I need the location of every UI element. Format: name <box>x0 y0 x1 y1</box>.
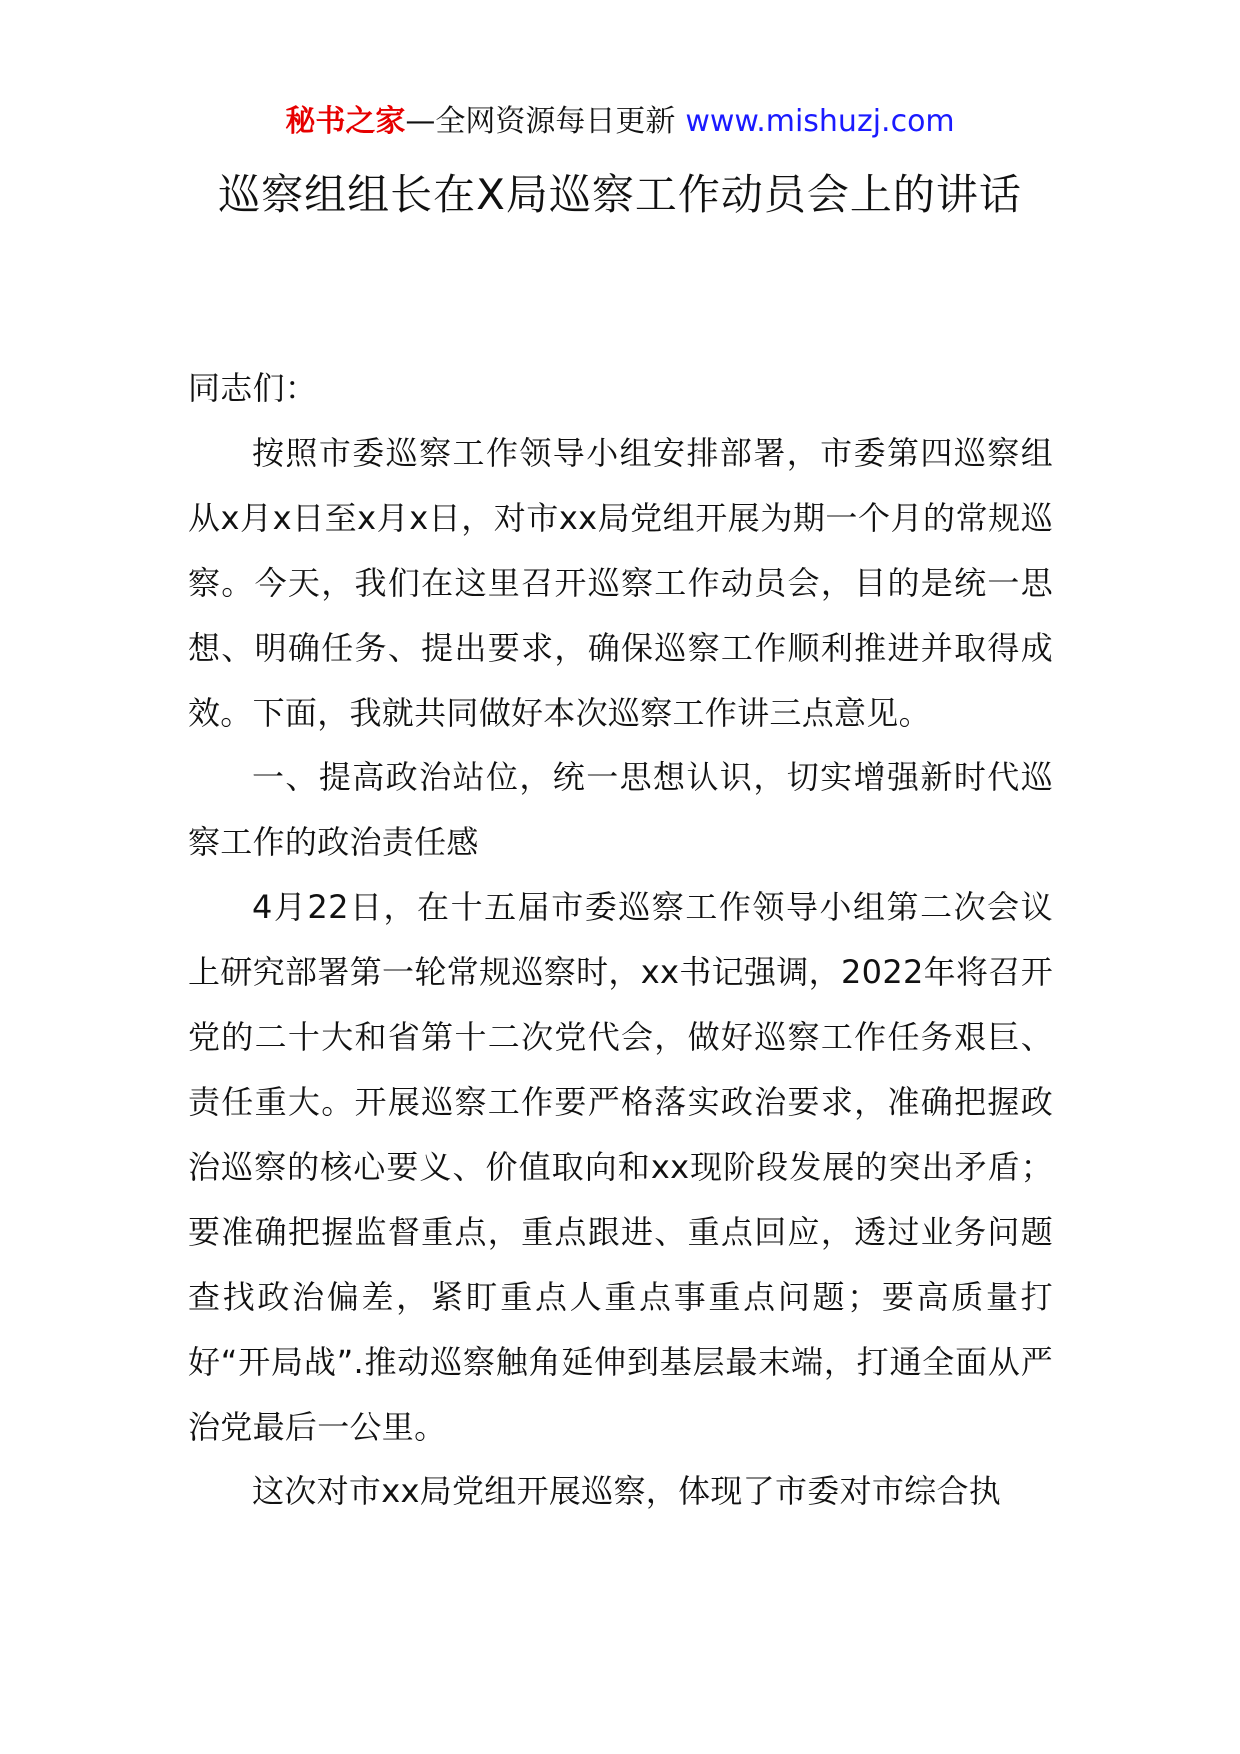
site-url-link[interactable]: www.mishuzj.com <box>685 104 955 139</box>
salutation: 同志们： <box>188 369 318 407</box>
section-heading-1: 一、提高政治站位，统一思想认识，切实增强新时代巡察工作的政治责任感 <box>188 758 1053 862</box>
paragraph-body: 4月22日，在十五届市委巡察工作领导小组第二次会议上研究部署第一轮常规巡察时，xx书记强调，2022年将召开党的二十大和省第十二次党代会，做好巡察工作任务艰巨、责任重大。开展巡察工作要严格落实政治要求，准确把握政治巡察的核心要义、价值取向和xx现阶段发展的突出矛盾；要准确把握监督重点，重点跟进、重点回应，透过业务问题查找政治偏差，紧盯重点人重点事重点问题；要高质量打好“开局战”.推动巡察触角延伸到基层最末端，打通全面从严治党最后一公里。 <box>188 888 1053 1446</box>
paragraph-continuation: 这次对市xx局党组开展巡察，体现了市委对市综合执 <box>252 1472 1002 1511</box>
document-body <box>188 356 1053 1524</box>
brand-name: 秘书之家 <box>285 104 406 139</box>
paragraph-intro: 按照市委巡察工作领导小组安排部署，市委第四巡察组从x月x日至x月x日，对市xx局党组开展为期一个月的常规巡察。今天，我们在这里召开巡察工作动员会，目的是统一思想、明确任务、提出要求，确保巡察工作顺利推进并取得成效。下面，我就共同做好本次巡察工作讲三点意见。 <box>188 433 1053 732</box>
site-header <box>0 102 1240 142</box>
document-title: 巡察组组长在X局巡察工作动员会上的讲话 <box>218 170 1022 219</box>
header-tagline: —全网资源每日更新 <box>405 104 676 139</box>
